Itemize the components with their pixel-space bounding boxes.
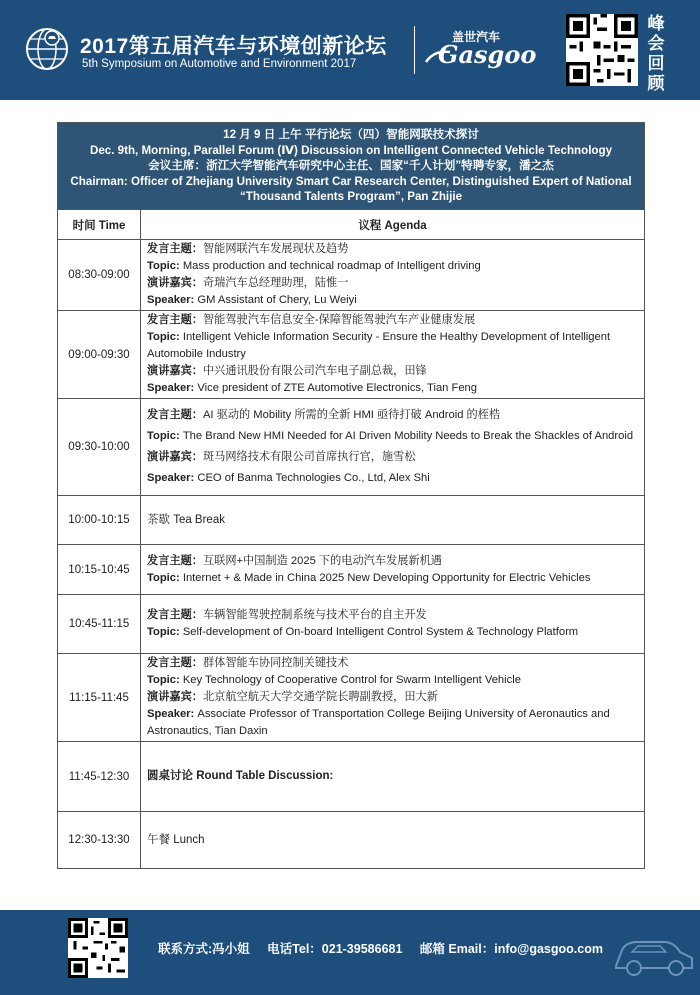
agenda-row	[58, 654, 645, 742]
agenda-row	[58, 496, 645, 545]
topic-en: Internet + & Made in China 2025 New Developing Opportunity for Electric Vehicles	[182, 571, 591, 584]
page-header	[0, 0, 700, 100]
agenda-row	[58, 545, 645, 595]
topic-en-label: Topic:	[147, 430, 183, 442]
agenda-row	[58, 742, 645, 812]
speaker-en-label: Speaker:	[147, 382, 198, 394]
speaker-cn: 奇瑞汽车总经理助理，陆惟一	[202, 277, 349, 289]
topic-cn-label: 发言主题：	[147, 314, 203, 326]
gasgoo-logo	[424, 28, 544, 72]
topic-cn-label: 发言主题：	[147, 243, 203, 255]
agenda-cell	[141, 311, 645, 399]
speaker-cn-label: 演讲嘉宾：	[147, 277, 203, 289]
topic-cn-label: 发言主题：	[147, 609, 203, 621]
qr-code	[566, 14, 638, 86]
agenda-cell	[141, 595, 645, 654]
lunch-cell: 午餐 Lunch	[141, 812, 645, 869]
speaker-cn-label: 演讲嘉宾：	[147, 451, 203, 463]
forum-chairman-cn: 会议主席：浙江大学智能汽车研究中心主任、国家“千人计划”特聘专家，潘之杰	[148, 159, 554, 173]
side-char: 顾	[647, 74, 665, 93]
topic-cn: AI 驱动的 Mobility 所需的全新 HMI 亟待打破 Android 的桎梏	[202, 409, 501, 421]
speaker-en-label: Speaker:	[147, 472, 198, 484]
speaker-en: Vice president of ZTE Automotive Electronics, Tian Feng	[197, 382, 477, 394]
qr-code-icon	[566, 14, 638, 86]
agenda-table	[57, 122, 645, 869]
topic-en-label: Topic:	[147, 674, 183, 686]
time-cell: 12:30-13:30	[58, 812, 141, 869]
car-icon	[612, 926, 696, 982]
speaker-en: Associate Professor of Transportation College Beijing University of Aeronautics and Astronautics, Tian Daxin	[147, 708, 610, 737]
topic-cn: 群体智能车协同控制关键技术	[202, 657, 349, 669]
side-char: 峰	[647, 14, 665, 33]
topic-cn: 互联网+中国制造 2025 下的电动汽车发展新机遇	[202, 554, 442, 567]
logo-text-cn: 盖世汽车	[452, 30, 501, 44]
speaker-en: CEO of Banma Technologies Co., Ltd, Alex Shi	[197, 472, 430, 484]
topic-en-label: Topic:	[147, 626, 183, 638]
agenda-row	[58, 240, 645, 311]
topic-en: The Brand New HMI Needed for AI Driven Mobility Needs to Break the Shackles of Android	[182, 430, 634, 442]
logo-text-en: Gasgoo	[438, 40, 537, 69]
topic-cn: 车辆智能驾驶控制系统与技术平台的自主开发	[202, 609, 427, 621]
topic-en: Self-development of On-board Intelligent Control System & Technology Platform	[182, 626, 579, 638]
time-cell: 10:15-10:45	[58, 545, 141, 595]
speaker-cn: 中兴通讯股份有限公司汽车电子副总裁，田锋	[202, 365, 427, 377]
topic-cn-label: 发言主题：	[147, 409, 203, 421]
topic-cn-label: 发言主题：	[147, 657, 203, 669]
forum-header	[58, 123, 645, 210]
header-title-en: 5th Symposium on Automotive and Environment 2017	[82, 58, 357, 70]
agenda-row	[58, 595, 645, 654]
contact-person: 联系方式:冯小姐	[158, 942, 250, 956]
speaker-en: GM Assistant of Chery, Lu Weiyi	[197, 294, 357, 306]
time-cell: 08:30-09:00	[58, 240, 141, 311]
side-char: 回	[647, 54, 665, 73]
topic-en-label: Topic:	[147, 260, 183, 272]
side-char: 会	[647, 34, 665, 53]
topic-cn: 智能驾驶汽车信息安全-保障智能驾驶汽车产业健康发展	[202, 314, 476, 326]
time-cell: 10:45-11:15	[58, 595, 141, 654]
forum-date-line: 12 月 9 日 上午 平行论坛（四）智能网联技术探讨	[223, 128, 479, 142]
speaker-en-label: Speaker:	[147, 708, 198, 720]
speaker-cn: 斑马网络技术有限公司首席执行官，施雪松	[202, 451, 416, 463]
speaker-en-label: Speaker:	[147, 294, 198, 306]
agenda-cell	[141, 654, 645, 742]
topic-en: Mass production and technical roadmap of Intelligent driving	[182, 260, 481, 272]
topic-en-label: Topic:	[147, 331, 183, 343]
forum-header-row	[58, 123, 645, 210]
time-cell: 11:15-11:45	[58, 654, 141, 742]
time-cell: 09:00-09:30	[58, 311, 141, 399]
speaker-cn-label: 演讲嘉宾：	[147, 365, 203, 377]
round-table-cell: 圆桌讨论 Round Table Discussion:	[141, 742, 645, 812]
time-cell: 09:30-10:00	[58, 399, 141, 496]
topic-en-label: Topic:	[147, 571, 183, 584]
column-header-time: 时间 Time	[58, 210, 141, 240]
speaker-cn: 北京航空航天大学交通学院长聘副教授，田大新	[202, 691, 438, 703]
globe-car-icon	[24, 26, 70, 72]
agenda-cell	[141, 240, 645, 311]
qr-code	[68, 918, 128, 978]
header-divider	[414, 26, 415, 74]
topic-cn-label: 发言主题：	[147, 554, 203, 567]
time-cell: 10:00-10:15	[58, 496, 141, 545]
side-vertical-text	[644, 14, 668, 94]
break-cell: 茶歇 Tea Break	[141, 496, 645, 545]
footer-contact	[158, 939, 617, 957]
column-header-agenda: 议程 Agenda	[141, 210, 645, 240]
agenda-row	[58, 399, 645, 496]
contact-phone: 电话Tel：021-39586681	[267, 942, 403, 956]
contact-email: 邮箱 Email：info@gasgoo.com	[419, 942, 603, 956]
header-title-cn: 2017第五届汽车与环境创新论坛	[80, 35, 387, 58]
topic-en: Key Technology of Cooperative Control for Swarm Intelligent Vehicle	[182, 674, 521, 686]
speaker-cn-label: 演讲嘉宾：	[147, 691, 203, 703]
agenda-row	[58, 311, 645, 399]
forum-chairman-en: Chairman: Officer of Zhejiang University Smart Car Research Center, Distinguished Expert of National “Thousand Talents Program”, Pan Zhijie	[70, 174, 632, 204]
column-header-row	[58, 210, 645, 240]
topic-cn: 智能网联汽车发展现状及趋势	[202, 243, 349, 255]
time-cell: 11:45-12:30	[58, 742, 141, 812]
page-footer	[0, 910, 700, 995]
agenda-cell	[141, 545, 645, 595]
qr-code-icon	[68, 918, 128, 978]
topic-en: Intelligent Vehicle Information Security - Ensure the Healthy Development of Intelligent Automobile Industry	[147, 331, 611, 360]
forum-title-en: Dec. 9th, Morning, Parallel Forum (Ⅳ) Discussion on Intelligent Connected Vehicle Technology	[89, 143, 613, 157]
agenda-cell	[141, 399, 645, 496]
agenda-row	[58, 812, 645, 869]
